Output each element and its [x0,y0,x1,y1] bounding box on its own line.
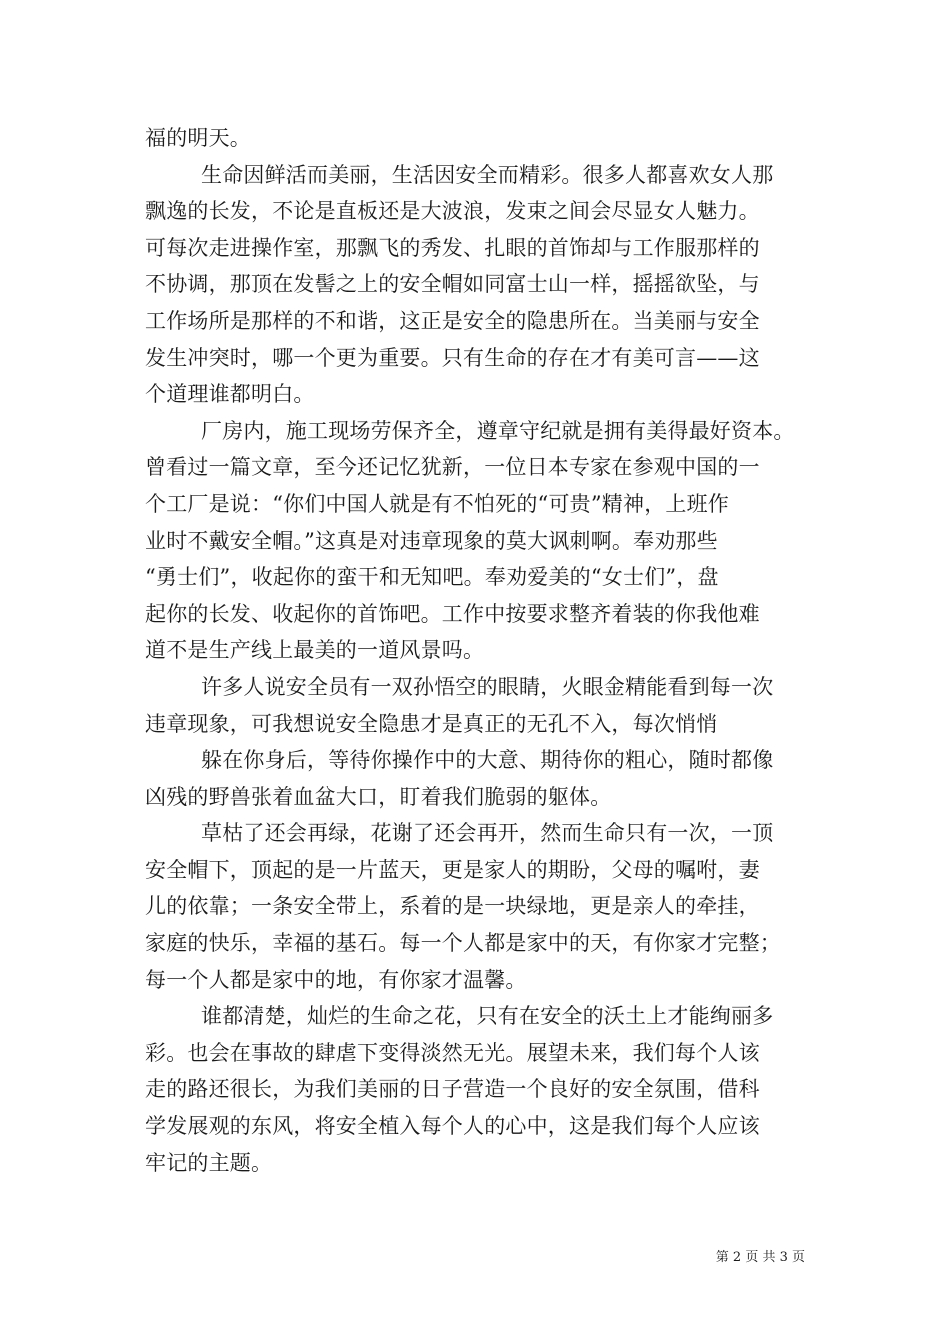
text-line: 儿的依靠；一条安全带上，系着的是一块绿地，更是亲人的牵挂， [145,894,760,919]
text-line: 家庭的快乐，幸福的基石。每一个人都是家中的天，有你家才完整； [145,931,781,956]
text-line: 可每次走进操作室，那飘飞的秀发、扎眼的首饰却与工作服那样的 [145,235,760,260]
page-number: 第 2 页 共 3 页 [715,1250,805,1265]
text-line: 起你的长发、收起你的首饰吧。工作中按要求整齐着装的你我他难 [145,601,760,626]
text-line: 违章现象，可我想说安全隐患才是真正的无孔不入，每次悄悄 [145,711,718,736]
text-line: 道不是生产线上最美的一道风景吗。 [145,638,485,663]
text-line: 安全帽下，顶起的是一片蓝天，更是家人的期盼，父母的嘱咐，妻 [145,857,760,882]
text-line: 躲在你身后，等待你操作中的大意、期待你的粗心，随时都像 [201,748,774,773]
body-text [145,120,825,1181]
text-line: 福的明天。 [145,126,251,150]
text-line: 发生冲突时，哪一个更为重要。只有生命的存在才有美可言——这 [145,345,760,370]
text-line: 彩。也会在事故的肆虐下变得淡然无光。展望未来，我们每个人该 [145,1040,760,1065]
text-line: 不协调，那顶在发髻之上的安全帽如同富士山一样，摇摇欲坠，与 [145,272,760,297]
text-line: 牢记的主题。 [145,1150,273,1175]
text-line: 飘逸的长发，不论是直板还是大波浪，发束之间会尽显女人魅力。 [145,199,760,224]
text-line: 个工厂是说：“你们中国人就是有不怕死的“可贵”精神，上班作 [145,491,730,516]
text-line: 学发展观的东风，将安全植入每个人的心中，这是我们每个人应该 [145,1114,760,1139]
text-line: 厂房内，施工现场劳保齐全，遵章守纪就是拥有美得最好资本。 [201,418,795,443]
text-line: 工作场所是那样的不和谐，这正是安全的隐患所在。当美丽与安全 [145,308,760,333]
text-line: 许多人说安全员有一双孙悟空的眼睛，火眼金精能看到每一次 [201,674,774,699]
text-line: 走的路还很长，为我们美丽的日子营造一个良好的安全氛围，借科 [145,1077,760,1102]
text-line: 曾看过一篇文章，至今还记忆犹新，一位日本专家在参观中国的一 [145,455,760,480]
text-line: 生命因鲜活而美丽，生活因安全而精彩。很多人都喜欢女人那 [201,162,774,187]
text-line: 每一个人都是家中的地，有你家才温馨。 [145,967,527,992]
text-line: 谁都清楚，灿烂的生命之花，只有在安全的沃土上才能绚丽多 [201,1004,774,1029]
text-line: 个道理谁都明白。 [145,382,315,407]
text-line: “勇士们”，收起你的蛮干和无知吧。奉劝爱美的“女士们”，盘 [145,565,719,590]
text-line: 草枯了还会再绿，花谢了还会再开，然而生命只有一次，一顶 [201,821,774,846]
text-line: 凶残的野兽张着血盆大口，盯着我们脆弱的躯体。 [145,784,612,809]
text-line: 业时不戴安全帽。”这真是对违章现象的莫大讽刺啊。奉劝那些 [145,528,718,553]
